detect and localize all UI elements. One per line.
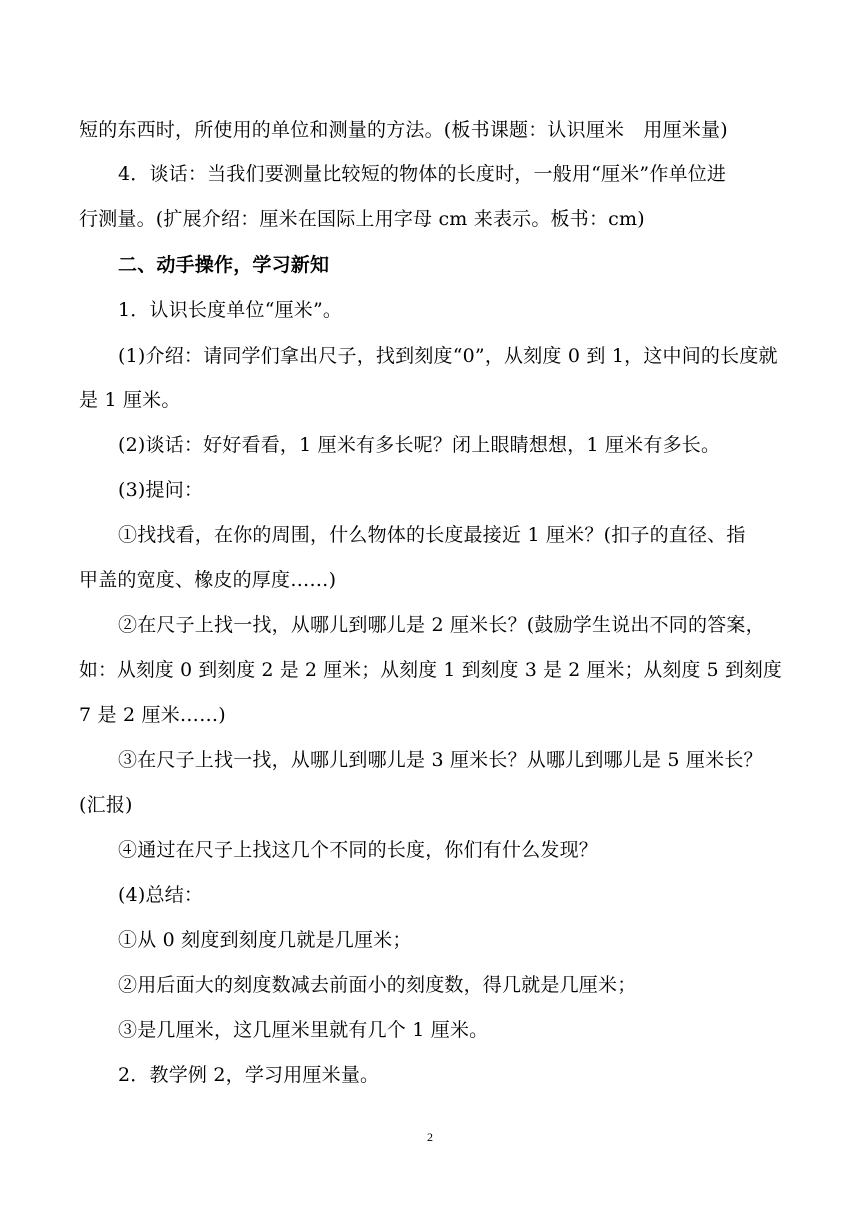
paragraph-line: ③在尺子上找一找，从哪儿到哪儿是 3 厘米长？从哪儿到哪儿是 5 厘米长？ xyxy=(118,749,763,771)
paragraph-line: ①从 0 刻度到刻度几就是几厘米； xyxy=(118,929,412,951)
page-number: 2 xyxy=(427,1130,433,1144)
paragraph-line: ④通过在尺子上找这几个不同的长度，你们有什么发现？ xyxy=(118,839,599,861)
section-heading: 二、动手操作，学习新知 xyxy=(118,254,330,276)
paragraph-line: 行测量。(扩展介绍：厘米在国际上用字母 cm 来表示。板书：cm) xyxy=(79,208,645,230)
subheading: 2．教学例 2，学习用厘米量。 xyxy=(118,1064,380,1086)
paragraph-line: (1)介绍：请同学们拿出尺子，找到刻度“0”，从刻度 0 到 1，这中间的长度就 xyxy=(118,345,778,367)
paragraph-line: 如：从刻度 0 到刻度 2 是 2 厘米；从刻度 1 到刻度 3 是 2 厘米；从刻度 5 到刻度 xyxy=(79,659,782,681)
paragraph-line: (4)总结： xyxy=(118,884,204,906)
paragraph-line: (2)谈话：好好看看，1 厘米有多长呢？闭上眼睛想想，1 厘米有多长。 xyxy=(118,434,721,456)
paragraph-line: 4．谈话：当我们要测量比较短的物体的长度时，一般用“厘米”作单位进 xyxy=(118,163,727,185)
subheading: 1．认识长度单位“厘米”。 xyxy=(118,299,343,321)
paragraph-line: ②用后面大的刻度数减去前面小的刻度数，得几就是几厘米； xyxy=(118,974,637,996)
paragraph-line: ②在尺子上找一找，从哪儿到哪儿是 2 厘米长？(鼓励学生说出不同的答案， xyxy=(118,614,765,636)
paragraph-line: 是 1 厘米。 xyxy=(79,389,181,411)
paragraph-line: (3)提问： xyxy=(118,479,204,501)
paragraph-line: 短的东西时，所使用的单位和测量的方法。(板书课题：认识厘米 用厘米量) xyxy=(79,119,728,141)
paragraph-line: 甲盖的宽度、橡皮的厚度……) xyxy=(79,569,337,591)
paragraph-line: ③是几厘米，这几厘米里就有几个 1 厘米。 xyxy=(118,1019,489,1041)
paragraph-line: 7 是 2 厘米……) xyxy=(79,704,226,726)
paragraph-line: ①找找看，在你的周围，什么物体的长度最接近 1 厘米？(扣子的直径、指 xyxy=(118,524,746,546)
paragraph-line: (汇报) xyxy=(79,794,133,816)
